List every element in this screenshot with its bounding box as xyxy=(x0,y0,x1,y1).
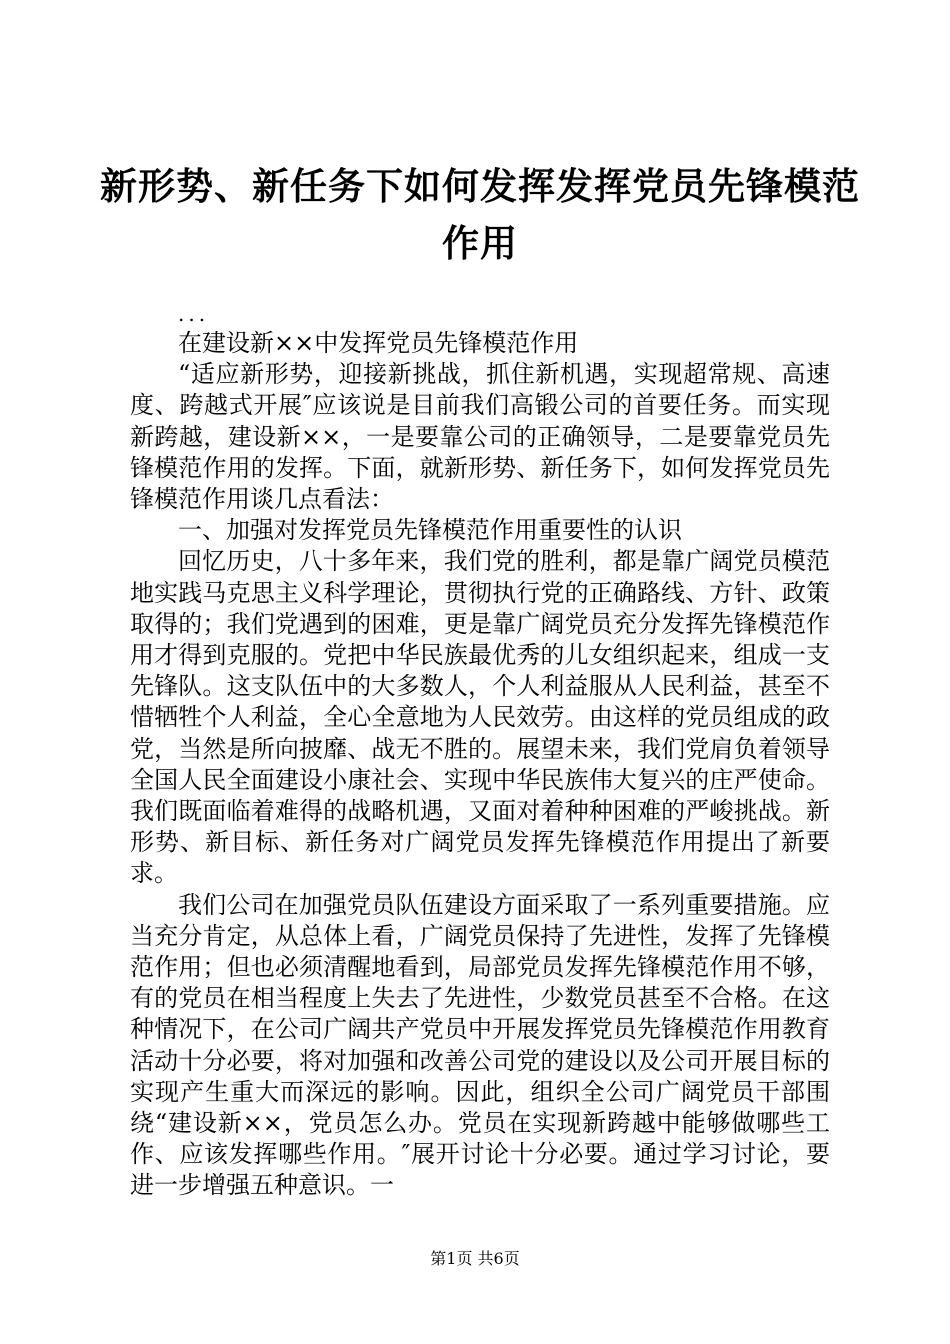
paragraph-measures: 我们公司在加强党员队伍建设方面采取了一系列重要措施。应当充分肯定，从总体上看，广阔党员保持了先进性，发挥了先锋模范作用；但也必须清醒地看到，局部党员发挥先锋模范作用不够，有的党员在相当程度上失去了先进性，少数党员甚至不合格。在这种情况下，在公司广阔共产党员中开展发挥党员先锋模范作用教育活动十分必要，将对加强和改善公司党的建设以及公司开展目标的实现产生重大而深远的影响。因此，组织全公司广阔党员干部围绕“建设新××，党员怎么办。党员在实现新跨越中能够做哪些工作、应该发挥哪些作用。″展开讨论十分必要。通过学习讨论，要进一步增强五种意识。一 xyxy=(130,890,830,1200)
paragraph-intro: “适应新形势，迎接新挑战，抓住新机遇，实现超常规、高速度、跨越式开展″应该说是目前我们高锻公司的首要任务。而实现新跨越，建设新××，一是要靠公司的正确领导，二是要靠党员先锋模范作用的发挥。下面，就新形势、新任务下，如何发挥党员先锋模范作用谈几点看法： xyxy=(130,360,830,514)
document-title xyxy=(100,158,860,272)
section-heading: 一、加强对发挥党员先锋模范作用重要性的认识 xyxy=(178,516,682,545)
paragraph-history: 回忆历史，八十多年来，我们党的胜利，都是靠广阔党员模范地实践马克思主义科学理论，贯彻执行党的正确路线、方针、政策取得的；我们党遇到的困难，更是靠广阔党员充分发挥先锋模范作用才得到克服的。党把中华民族最优秀的儿女组织起来，组成一支先锋队。这支队伍中的大多数人，个人利益服从人民利益，甚至不惜牺牲个人利益，全心全意地为人民效劳。由这样的党员组成的政党，当然是所向披靡、战无不胜的。展望未来，我们党肩负着领导全国人民全面建设小康社会、实现中华民族伟大复兴的庄严使命。我们既面临着难得的战略机遇，又面对着种种困难的严峻挑战。新形势、新目标、新任务对广阔党员发挥先锋模范作用提出了新要求。 xyxy=(130,547,830,888)
ellipsis-mark: ... xyxy=(178,302,210,326)
document-body xyxy=(130,328,830,1202)
title-line-2: 作用 xyxy=(442,221,518,265)
subtitle: 在建设新××中发挥党员先锋模范作用 xyxy=(178,329,579,357)
title-line-1: 新形势、新任务下如何发挥发挥党员先锋模范 xyxy=(100,164,860,208)
page-footer: 第1页 共6页 xyxy=(430,1249,520,1268)
